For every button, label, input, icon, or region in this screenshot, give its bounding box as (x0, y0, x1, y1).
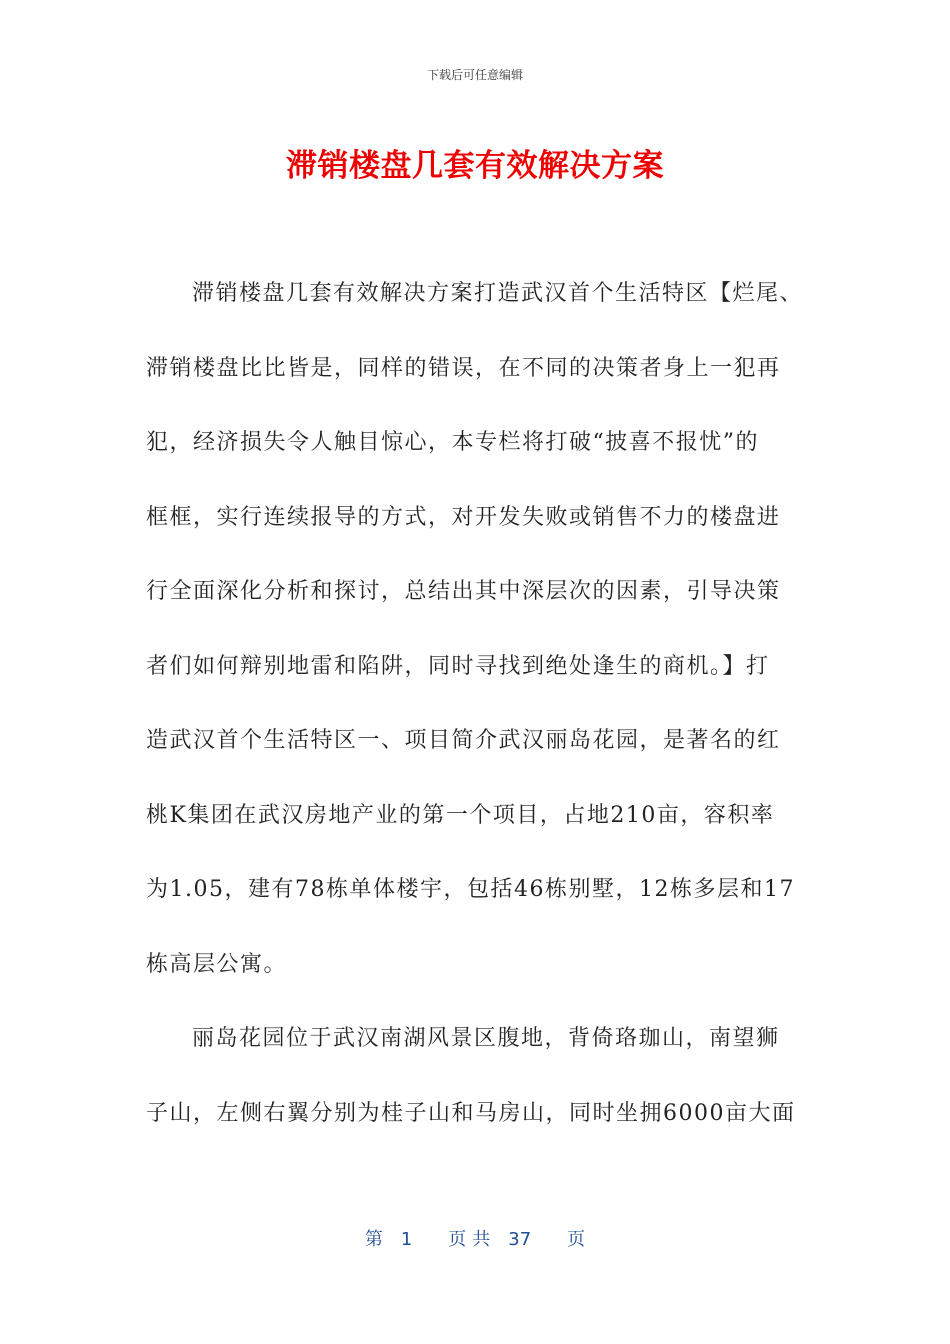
document-body (146, 257, 806, 1151)
document-title: 滞销楼盘几套有效解决方案 (286, 148, 664, 184)
paragraph-1-line-10: 栋高层公寓。 (146, 951, 288, 977)
paragraph-1-line-9: 为1.05，建有78栋单体楼宇，包括46栋别墅，12栋多层和17 (146, 877, 795, 902)
paragraph-1-line-2: 滞销楼盘比比皆是，同样的错误，在不同的决策者身上一犯再 (146, 355, 781, 381)
paragraph-1-line-5: 行全面深化分析和探讨，总结出其中深层次的因素，引导决策 (146, 579, 781, 604)
page-footer (0, 1225, 950, 1251)
paragraph-1-line-3: 犯，经济损失令人触目惊心，本专栏将打破“披喜不报忧”的 (146, 430, 759, 455)
footer-page-number: 1 (400, 1229, 413, 1250)
footer-prefix: 第 (364, 1229, 383, 1250)
footer-total-label: 共 (472, 1229, 491, 1250)
paragraph-1-line-6: 者们如何辩别地雷和陷阱，同时寻找到绝处逢生的商机。】打 (146, 653, 770, 679)
header-note: 下载后可任意编辑 (426, 68, 523, 82)
paragraph-2-line-1: 丽岛花园位于武汉南湖风景区腹地，背倚珞珈山，南望狮 (192, 1026, 780, 1051)
footer-page-label: 页 (448, 1229, 467, 1250)
paragraph-1-line-7: 造武汉首个生活特区一、项目简介武汉丽岛花园，是著名的红 (146, 728, 781, 753)
footer-suffix: 页 (567, 1229, 586, 1250)
paragraph-1-line-1: 滞销楼盘几套有效解决方案打造武汉首个生活特区【烂尾、 (192, 281, 804, 306)
footer-total-pages: 37 (508, 1229, 532, 1250)
paragraph-1-line-4: 框框，实行连续报导的方式，对开发失败或销售不力的楼盘进 (146, 504, 781, 530)
paragraph-1-line-8: 桃K集团在武汉房地产业的第一个项目，占地210亩，容积率 (146, 802, 775, 828)
paragraph-2-line-2: 子山，左侧右翼分别为桂子山和马房山，同时坐拥6000亩大面 (146, 1100, 796, 1126)
